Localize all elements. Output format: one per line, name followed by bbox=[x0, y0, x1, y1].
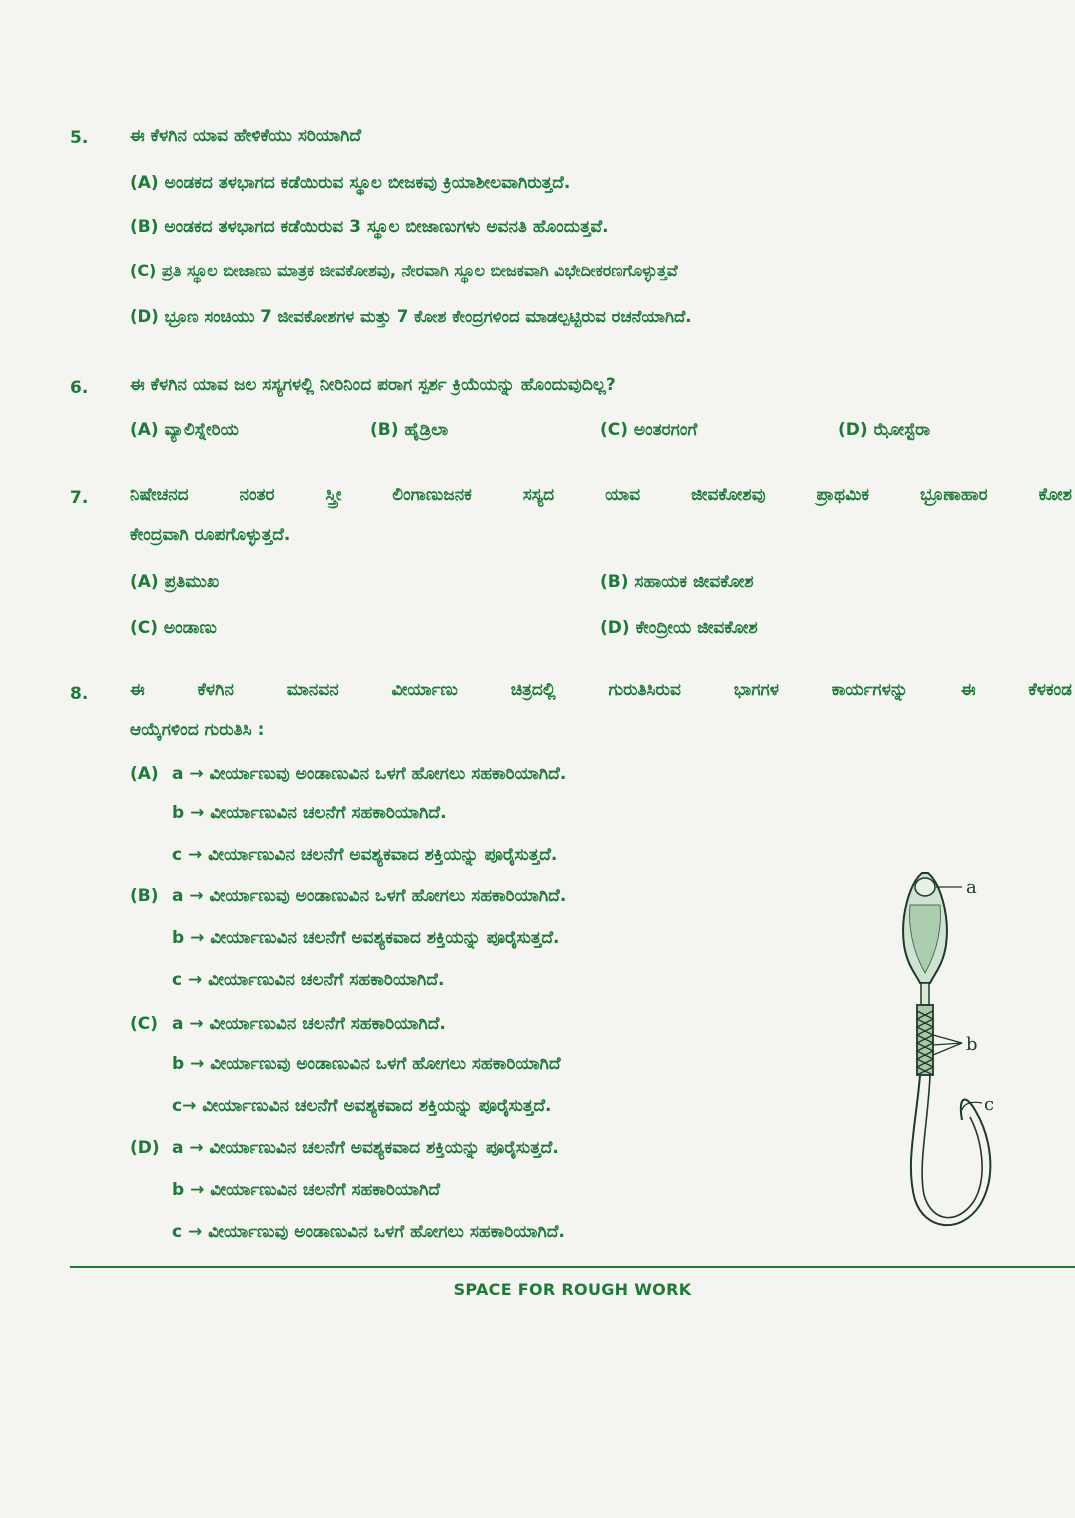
q6-option-d: (D) ಝೋಸ್ಟೆರಾ bbox=[838, 420, 931, 440]
q8-stem-line2: ಆಯ್ಕೆಗಳಿಂದ ಗುರುತಿಸಿ : bbox=[130, 720, 265, 740]
q5-stem: ಈ ಕೆಳಗಿನ ಯಾವ ಹೇಳಿಕೆಯು ಸರಿಯಾಗಿದೆ bbox=[130, 126, 362, 146]
q8-option-c-b: b → ವೀರ್ಯಾಣುವು ಅಂಡಾಣುವಿನ ಒಳಗೆ ಹೋಗಲು ಸಹಕಾರಿಯಾಗಿದೆ bbox=[172, 1054, 561, 1074]
q8-option-b-label: (B) bbox=[130, 886, 159, 906]
rough-work-label: SPACE FOR ROUGH WORK bbox=[453, 1280, 692, 1299]
q5-option-b: (B) ಅಂಡಕದ ತಳಭಾಗದ ಕಡೆಯಿರುವ 3 ಸ್ಥೂಲ ಬೀಜಾಣುಗಳು ಅವನತಿ ಹೊಂದುತ್ತವೆ. bbox=[130, 217, 609, 237]
q7-stem-line1: ನಿಷೇಚನದ ನಂತರ ಸ್ತ್ರೀ ಲಿಂಗಾಣುಜನಕ ಸಸ್ಯದ ಯಾವ ಜೀವಕೋಶವು ಪ್ರಾಥಮಿಕ ಭ್ರೂಣಾಹಾರ ಕೋಶ bbox=[130, 485, 1072, 505]
q6-stem: ಈ ಕೆಳಗಿನ ಯಾವ ಜಲ ಸಸ್ಯಗಳಲ್ಲಿ ನೀರಿನಿಂದ ಪರಾಗ ಸ್ಪರ್ಶ ಕ್ರಿಯೆಯನ್ನು ಹೊಂದುವುದಿಲ್ಲ? bbox=[130, 375, 616, 395]
q6-option-c: (C) ಅಂತರಗಂಗೆ bbox=[600, 420, 698, 440]
q6-number: 6. bbox=[70, 378, 89, 398]
q5-option-c: (C) ಪ್ರತಿ ಸ್ಥೂಲ ಬೀಜಾಣು ಮಾತ್ರಕ ಜೀವಕೋಶವು, ನೇರವಾಗಿ ಸ್ಥೂಲ ಬೀಜಕವಾಗಿ ವಿಭೇದೀಕರಣಗೊಳ್ಳುತ್ತವೆ bbox=[130, 261, 678, 280]
q8-option-a-label: (A) bbox=[130, 764, 159, 784]
q7-number: 7. bbox=[70, 488, 89, 508]
q8-option-d-label: (D) bbox=[130, 1138, 160, 1158]
q8-option-a-c: c → ವೀರ್ಯಾಣುವಿನ ಚಲನೆಗೆ ಅವಶ್ಯಕವಾದ ಶಕ್ತಿಯನ್ನು ಪೂರೈಸುತ್ತದೆ. bbox=[172, 845, 558, 865]
q7-option-d: (D) ಕೇಂದ್ರೀಯ ಜೀವಕೋಶ bbox=[600, 618, 758, 638]
q8-option-c-c: c→ ವೀರ್ಯಾಣುವಿನ ಚಲನೆಗೆ ಅವಶ್ಯಕವಾದ ಶಕ್ತಿಯನ್ನು ಪೂರೈಸುತ್ತದೆ. bbox=[172, 1096, 552, 1116]
q8-option-b-a: a → ವೀರ್ಯಾಣುವು ಅಂಡಾಣುವಿನ ಒಳಗೆ ಹೋಗಲು ಸಹಕಾರಿಯಾಗಿದೆ. bbox=[172, 886, 567, 906]
label-b: b bbox=[966, 1034, 978, 1055]
q8-option-a-b: b → ವೀರ್ಯಾಣುವಿನ ಚಲನೆಗೆ ಸಹಕಾರಿಯಾಗಿದೆ. bbox=[172, 803, 447, 823]
q8-number: 8. bbox=[70, 684, 89, 704]
q8-option-c-a: a → ವೀರ್ಯಾಣುವಿನ ಚಲನೆಗೆ ಸಹಕಾರಿಯಾಗಿದೆ. bbox=[172, 1014, 446, 1034]
q7-option-c: (C) ಅಂಡಾಣು bbox=[130, 618, 217, 638]
q8-option-d-b: b → ವೀರ್ಯಾಣುವಿನ ಚಲನೆಗೆ ಸಹಕಾರಿಯಾಗಿದೆ bbox=[172, 1180, 441, 1200]
footer-divider bbox=[70, 1266, 1075, 1268]
q5-number: 5. bbox=[70, 128, 89, 148]
label-a: a bbox=[966, 877, 977, 898]
q5-option-d: (D) ಭ್ರೂಣ ಸಂಚಿಯು 7 ಜೀವಕೋಶಗಳ ಮತ್ತು 7 ಕೋಶ ಕೇಂದ್ರಗಳಿಂದ ಮಾಡಲ್ಪಟ್ಟಿರುವ ರಚನೆಯಾಗಿದೆ. bbox=[130, 307, 692, 326]
label-c: c bbox=[984, 1094, 995, 1115]
q7-option-a: (A) ಪ್ರತಿಮುಖ bbox=[130, 572, 220, 592]
q5-option-a: (A) ಅಂಡಕದ ತಳಭಾಗದ ಕಡೆಯಿರುವ ಸ್ಥೂಲ ಬೀಜಕವು ಕ್ರಿಯಾಶೀಲವಾಗಿರುತ್ತದೆ. bbox=[130, 173, 571, 193]
acrosome bbox=[915, 878, 935, 896]
q8-option-d-c: c → ವೀರ್ಯಾಣುವು ಅಂಡಾಣುವಿನ ಒಳಗೆ ಹೋಗಲು ಸಹಕಾರಿಯಾಗಿದೆ. bbox=[172, 1222, 565, 1242]
q8-stem-line1: ಈ ಕೆಳಗಿನ ಮಾನವನ ವೀರ್ಯಾಣು ಚಿತ್ರದಲ್ಲಿ ಗುರುತಿಸಿರುವ ಭಾಗಗಳ ಕಾರ್ಯಗಳನ್ನು ಈ ಕೆಳಕಂಡ bbox=[130, 680, 1072, 700]
q8-option-c-label: (C) bbox=[130, 1014, 159, 1034]
q6-option-a: (A) ವ್ಯಾಲಿಸ್ನೇರಿಯ bbox=[130, 420, 239, 440]
sperm-diagram bbox=[880, 865, 1010, 1235]
q7-option-b: (B) ಸಹಾಯಕ ಜೀವಕೋಶ bbox=[600, 572, 754, 592]
q7-stem-line2: ಕೇಂದ್ರವಾಗಿ ರೂಪಗೊಳ್ಳುತ್ತದೆ. bbox=[130, 525, 291, 545]
q6-option-b: (B) ಹೈಡ್ರಿಲಾ bbox=[370, 420, 449, 440]
q8-option-a-a: a → ವೀರ್ಯಾಣುವು ಅಂಡಾಣುವಿನ ಒಳಗೆ ಹೋಗಲು ಸಹಕಾರಿಯಾಗಿದೆ. bbox=[172, 764, 567, 784]
sperm-neck bbox=[921, 983, 929, 1005]
q8-option-b-b: b → ವೀರ್ಯಾಣುವಿನ ಚಲನೆಗೆ ಅವಶ್ಯಕವಾದ ಶಕ್ತಿಯನ್ನು ಪೂರೈಸುತ್ತದೆ. bbox=[172, 928, 560, 948]
q8-option-d-a: a → ವೀರ್ಯಾಣುವಿನ ಚಲನೆಗೆ ಅವಶ್ಯಕವಾದ ಶಕ್ತಿಯನ್ನು ಪೂರೈಸುತ್ತದೆ. bbox=[172, 1138, 559, 1158]
q8-option-b-c: c → ವೀರ್ಯಾಣುವಿನ ಚಲನೆಗೆ ಸಹಕಾರಿಯಾಗಿದೆ. bbox=[172, 970, 445, 990]
